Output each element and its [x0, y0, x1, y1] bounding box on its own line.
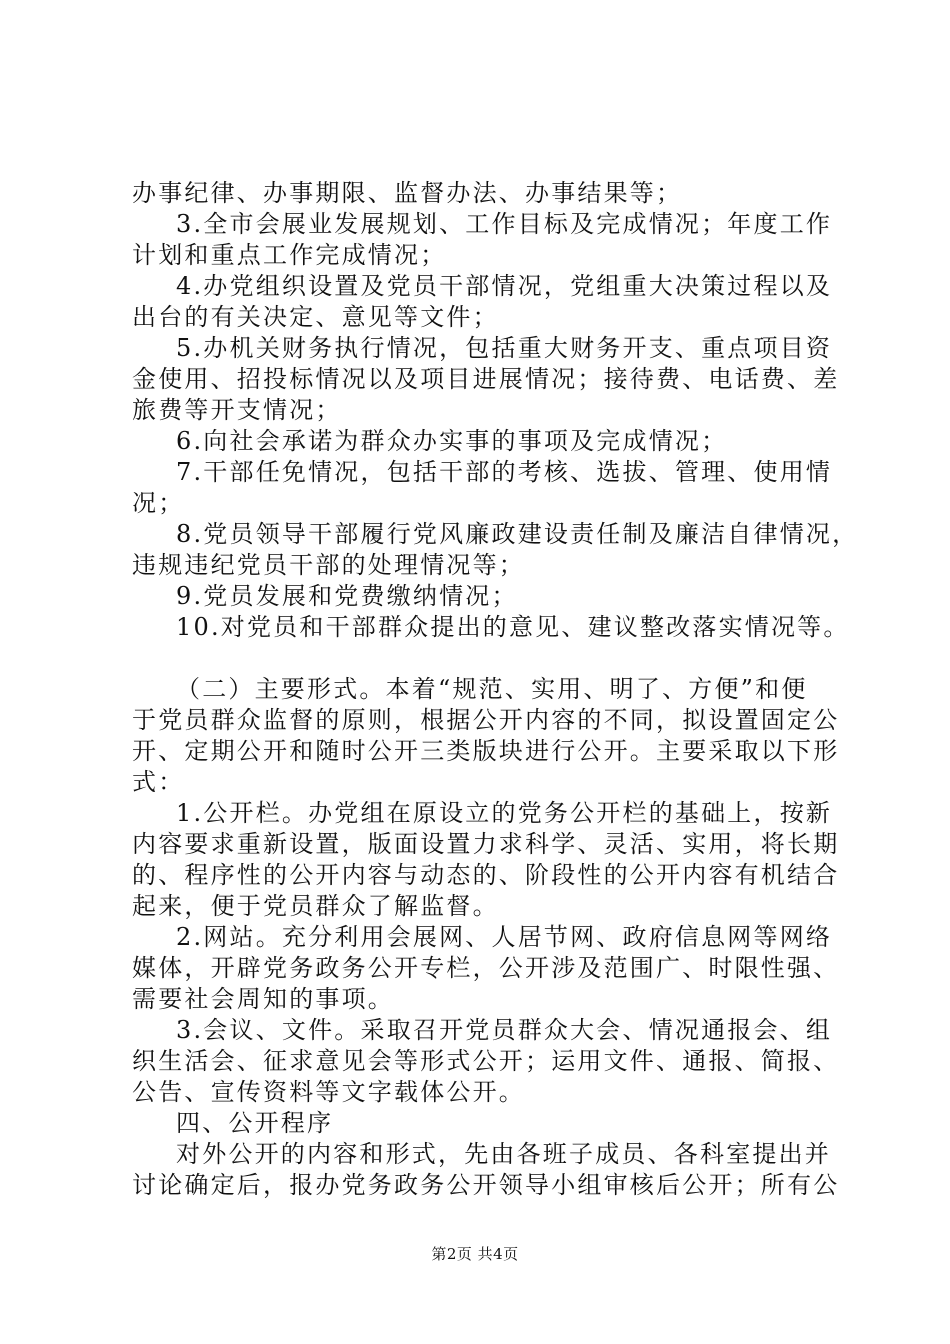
text-line: 对外公开的内容和形式，先由各班子成员、各科室提出并 [176, 1140, 831, 1168]
text-line: 7.干部任免情况，包括干部的考核、选拔、管理、使用情 [176, 458, 833, 486]
text-line: 媒体，开辟党务政务公开专栏，公开涉及范围广、时限性强、 [132, 954, 840, 982]
text-line: 式： [132, 768, 185, 796]
text-line: 况； [132, 489, 185, 517]
text-line: 于党员群众监督的原则，根据公开内容的不同，拟设置固定公 [132, 706, 840, 734]
text-line: 8.党员领导干部履行党风廉政建设责任制及廉洁自律情况， [176, 520, 859, 548]
text-line: 办事纪律、办事期限、监督办法、办事结果等； [132, 179, 683, 207]
text-line: 3.全市会展业发展规划、工作目标及完成情况；年度工作 [176, 210, 833, 238]
text-line: 10.对党员和干部群众提出的意见、建议整改落实情况等。 [176, 613, 850, 641]
text-line: 1.公开栏。办党组在原设立的党务公开栏的基础上，按新 [176, 799, 833, 827]
page-number-footer: 第2页 共4页 [431, 1245, 519, 1263]
text-line: 开、定期公开和随时公开三类版块进行公开。主要采取以下形 [132, 737, 840, 765]
text-line: 5.办机关财务执行情况，包括重大财务开支、重点项目资 [176, 334, 833, 362]
text-line: 起来，便于党员群众了解监督。 [132, 892, 499, 920]
text-line: 违规违纪党员干部的处理情况等； [132, 551, 525, 579]
text-line: 金使用、招投标情况以及项目进展情况；接待费、电话费、差 [132, 365, 840, 393]
text-line: 3.会议、文件。采取召开党员群众大会、情况通报会、组 [176, 1016, 833, 1044]
section-heading: 四、公开程序 [176, 1109, 334, 1137]
text-line: 公告、宣传资料等文字载体公开。 [132, 1078, 525, 1106]
text-line: 4.办党组织设置及党员干部情况，党组重大决策过程以及 [176, 272, 833, 300]
text-line: 织生活会、征求意见会等形式公开；运用文件、通报、简报、 [132, 1047, 840, 1075]
text-line: 讨论确定后，报办党务政务公开领导小组审核后公开；所有公 [132, 1171, 840, 1199]
text-line: 旅费等开支情况； [132, 396, 342, 424]
text-line: 出台的有关决定、意见等文件； [132, 303, 499, 331]
text-line: （二）主要形式。本着“规范、实用、明了、方便”和便 [176, 675, 808, 703]
text-line: 的、程序性的公开内容与动态的、阶段性的公开内容有机结合 [132, 861, 840, 889]
text-line: 内容要求重新设置，版面设置力求科学、灵活、实用，将长期 [132, 830, 840, 858]
text-line: 需要社会周知的事项。 [132, 985, 394, 1013]
text-line: 6.向社会承诺为群众办实事的事项及完成情况； [176, 427, 728, 455]
text-line: 9.党员发展和党费缴纳情况； [176, 582, 518, 610]
text-line: 计划和重点工作完成情况； [132, 241, 447, 269]
text-line: 2.网站。充分利用会展网、人居节网、政府信息网等网络 [176, 923, 833, 951]
